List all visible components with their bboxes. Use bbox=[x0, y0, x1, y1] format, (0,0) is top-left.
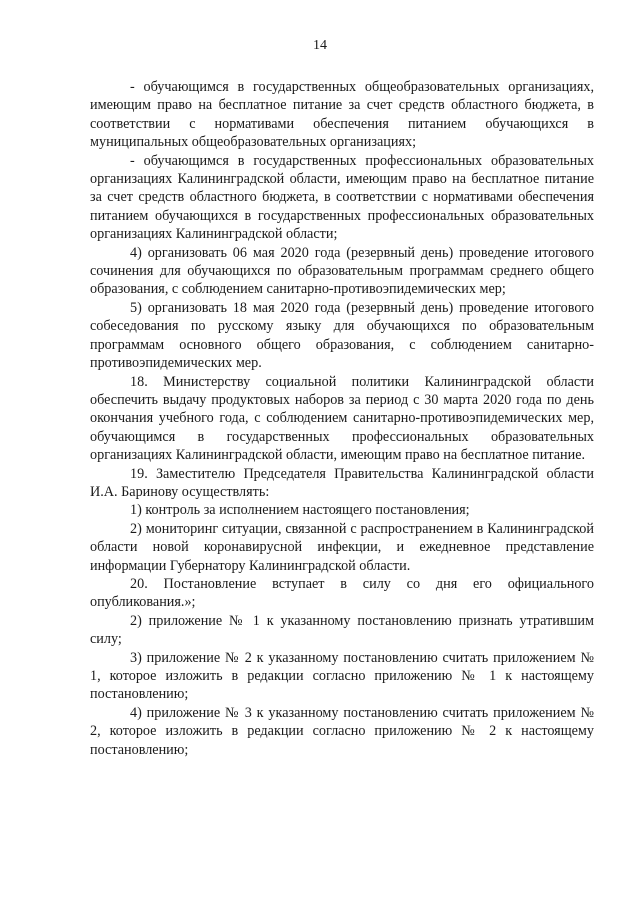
paragraph-professional-education: - обучающимся в государственных профессиональных образовательных организациях Калининградской области, имеющим право на бесплатное питание за счет средств областного бюджета, в соответствии с нормативами обеспечения питанием обучающихся в государственных профессиональных образовательных организациях Калининградской области; bbox=[90, 152, 594, 243]
paragraph-19: 19. Заместителю Председателя Правительства Калининградской области И.А. Баринову осуществлять: bbox=[90, 465, 594, 500]
document-body bbox=[90, 78, 594, 759]
paragraph-amend-2: 2) приложение № 1 к указанному постановлению признать утратившим силу; bbox=[90, 612, 594, 648]
page-number: 14 bbox=[313, 38, 327, 53]
paragraph-amend-3: 3) приложение № 2 к указанному постановлению считать приложением № 1, которое изложить в редакции согласно приложению № 1 к настоящему постановлению; bbox=[90, 649, 594, 703]
paragraph-general-education: - обучающимся в государственных общеобразовательных организациях, имеющим право на бесплатное питание за счет средств областного бюджета, в соответствии с нормативами обеспечения питанием обучающихся в муниципальных общеобразовательных организациях; bbox=[90, 79, 594, 151]
paragraph-item-4: 4) организовать 06 мая 2020 года (резервный день) проведение итогового сочинения для обучающихся по образовательным программам среднего общего образования, с соблюдением санитарно-противоэпидемических мер; bbox=[90, 244, 594, 298]
paragraph-19-item-2: 2) мониторинг ситуации, связанной с распространением в Калининградской области новой коронавирусной инфекции, и ежедневное представление информации Губернатору Калининградской области. bbox=[90, 520, 594, 574]
paragraph-amend-4: 4) приложение № 3 к указанному постановлению считать приложением № 2, которое изложить в редакции согласно приложению № 2 к настоящему постановлению; bbox=[90, 704, 594, 758]
paragraph-19-item-1: 1) контроль за исполнением настоящего постановления; bbox=[130, 502, 470, 519]
paragraph-item-5: 5) организовать 18 мая 2020 года (резервный день) проведение итогового собеседования по русскому языку для обучающихся по образовательным программам основного общего образования, с соблюдением санитарно-противоэпидемических мер. bbox=[90, 299, 594, 372]
paragraph-20: 20. Постановление вступает в силу со дня его официального опубликования.»; bbox=[90, 575, 594, 611]
paragraph-18: 18. Министерству социальной политики Калининградской области обеспечить выдачу продуктовых наборов за период с 30 марта 2020 года по день окончания учебного года, с соблюдением санитарно-противоэпидемических мер, обучающимся в государственных профессиональных образовательных организациях Калининградской области, имеющим право на бесплатное питание. bbox=[90, 373, 594, 464]
